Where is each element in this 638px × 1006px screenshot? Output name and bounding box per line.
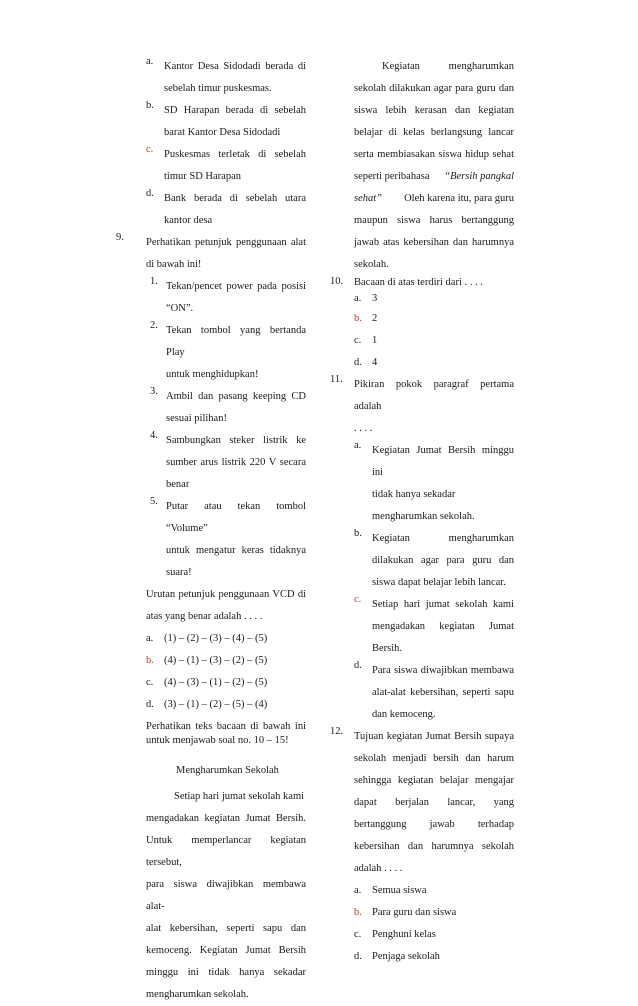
- q8-option-b: b. SD Harapan berada di sebelah barat Kantor Desa Sidodadi: [146, 100, 306, 138]
- q9-option-d: d. (3) – (1) – (2) – (5) – (4): [146, 699, 268, 710]
- proverb-text: sehat”: [354, 193, 383, 204]
- q8-options: [146, 56, 306, 232]
- q10-option-c: c. 1: [354, 335, 378, 346]
- q9-steps: [150, 276, 306, 584]
- q9-step-2: 2. Tekan tombol yang bertanda Play untuk menghidupkan!: [150, 320, 306, 380]
- question-12: 12. Tujuan kegiatan Jumat Bersih supaya sekolah menjadi bersih dan harum sehingga kegiatan belajar mengajar dapat berjalan lancar, yang bertanggung jawab terhadap kebersihan dan harumnya sekolah adalah . . . . a. Semua siswa b. Para guru dan siswa c. Penghuni kelas d. Penjaga sekolah: [330, 726, 514, 968]
- answer-letter: c.: [146, 144, 154, 155]
- question-11: 11. Pikiran pokok paragraf pertama adalah . . . . a. Kegiatan Jumat Bersih minggu ini tidak hanya sekadar mengharumkan sekolah. b. Kegiatan mengharumkan dilakukan agar para guru dan siswa dapat belajar lebih lancar. c. Setiap hari jumat sekolah kami mengadakan kegiatan Jumat Bersih. d. Para siswa diwajibkan membawa alat-alat kebersihan, seperti sapu dan kemoceng.: [330, 374, 514, 726]
- q10-option-a: a. 3: [354, 293, 378, 304]
- q12-option-d: d. Penjaga sekolah: [354, 951, 440, 962]
- answer-letter: b.: [354, 907, 362, 918]
- q9-option-c: c. (4) – (3) – (1) – (2) – (5): [146, 677, 268, 688]
- passage-title: Mengharumkan Sekolah: [176, 765, 279, 776]
- q12-option-a: a. Semua siswa: [354, 885, 427, 896]
- q9-step-4: 4. Sambungkan steker listrik ke sumber arus listrik 220 V secara benar: [150, 430, 306, 490]
- reading-instruction: Perhatikan teks bacaan di bawah ini untuk menjawab soal no. 10 – 15!: [146, 721, 306, 746]
- q11-option-a: a. Kegiatan Jumat Bersih minggu ini tidak hanya sekadar mengharumkan sekolah.: [354, 440, 514, 522]
- proverb-text: “Bersih pangkal: [444, 171, 514, 182]
- q9-step-1: 1. Tekan/pencet power pada posisi “ON”.: [150, 276, 306, 314]
- q12-option-c: c. Penghuni kelas: [354, 929, 436, 940]
- q10-option-b: b. 2: [354, 308, 514, 330]
- q11-option-d: d. Para siswa diwajibkan membawa alat-alat kebersihan, seperti sapu dan kemoceng.: [354, 660, 514, 720]
- right-column: [330, 56, 514, 968]
- q9-step-3: 3. Ambil dan pasang keeping CD sesuai pilihan!: [150, 386, 306, 424]
- passage-left: Setiap hari jumat sekolah kami mengadakan kegiatan Jumat Bersih. Untuk memperlancar kegiatan tersebut, para siswa diwajibkan membawa alat- alat kebersihan, seperti sapu dan kemoceng. Kegiatan Jumat Bersih minggu ini tidak hanya sekadar mengharumkan sekolah.: [146, 791, 306, 1000]
- q9-option-b: b. (4) – (1) – (3) – (2) – (5): [146, 650, 306, 672]
- passage-right: Kegiatan mengharumkan sekolah dilakukan agar para guru dan siswa lebih kerasan dan kegiatan belajar di kelas berlangsung lancar serta membiasakan siswa hidup sehat seperti peribahasa “Bersih pangkal sehat” Oleh karena itu, para guru maupun siswa harus bertanggung jawab atas kebersihan dan harumnya sekolah.: [354, 61, 514, 270]
- answer-letter: c.: [354, 594, 362, 605]
- question-number: 12.: [330, 726, 344, 737]
- question-10: 10. Bacaan di atas terdiri dari . . . . a. 3 b. 2 c. 1 d. 4: [330, 276, 514, 374]
- answer-letter: b.: [354, 313, 362, 324]
- q12-option-b: b. Para guru dan siswa: [354, 902, 514, 924]
- q9-step-5: 5. Putar atau tekan tombol “Volume” untuk mengatur keras tidaknya suara!: [150, 496, 306, 578]
- q9-option-a: a. (1) – (2) – (3) – (4) – (5): [146, 633, 268, 644]
- q11-option-b: b. Kegiatan mengharumkan dilakukan agar para guru dan siswa dapat belajar lebih lancar.: [354, 528, 514, 588]
- answer-letter: b.: [146, 655, 154, 666]
- question-number: 10.: [330, 276, 344, 287]
- question-number: 11.: [330, 374, 343, 385]
- question-9: 9. Perhatikan petunjuk penggunaan alat di bawah ini! 1. Tekan/pencet power pada posisi “ON”. 2. Tekan tombol yang bertanda Play untuk menghidupkan! 3. Ambil dan pasang keeping CD sesuai pilihan! 4. Sambungkan steker listrik ke sumber arus listrik 220 V secara benar 5. Putar atau tekan tombol “Volume” untuk mengatur keras tidaknya suara! Urutan petunjuk penggunaan VCD di atas yang benar adalah . . . . a. (1) – (2) – (3) – (4) – (5) b. (4) – (1) – (3) – (2) – (5) c. (4) – (3) – (1) – (2) – (5) d. (3) – (1) – (2) – (5) – (4) Perhatikan teks bacaan di bawah ini untuk menjawab soal no. 10 – 15! Mengharumkan Sekolah Setiap hari jumat sekolah kami mengadakan kegiatan Jumat Bersih. Untuk memperlancar kegiatan tersebut, para siswa diwajibkan membawa alat- alat kebersihan, seperti sapu dan kemoceng. Kegiatan Jumat Bersih minggu ini tidak hanya sekadar mengharumkan sekolah.: [116, 232, 306, 1006]
- q8-option-d: d. Bank berada di sebelah utara kantor desa: [146, 188, 306, 226]
- q10-option-d: d. 4: [354, 357, 378, 368]
- q8-option-c: c. Puskesmas terletak di sebelah timur SD Harapan: [146, 144, 306, 188]
- q8-option-a: a. Kantor Desa Sidodadi berada di sebelah timur puskesmas.: [146, 56, 306, 94]
- left-column: [116, 56, 306, 1006]
- question-number: 9.: [116, 232, 124, 243]
- q11-option-c: c. Setiap hari jumat sekolah kami mengadakan kegiatan Jumat Bersih.: [354, 594, 514, 660]
